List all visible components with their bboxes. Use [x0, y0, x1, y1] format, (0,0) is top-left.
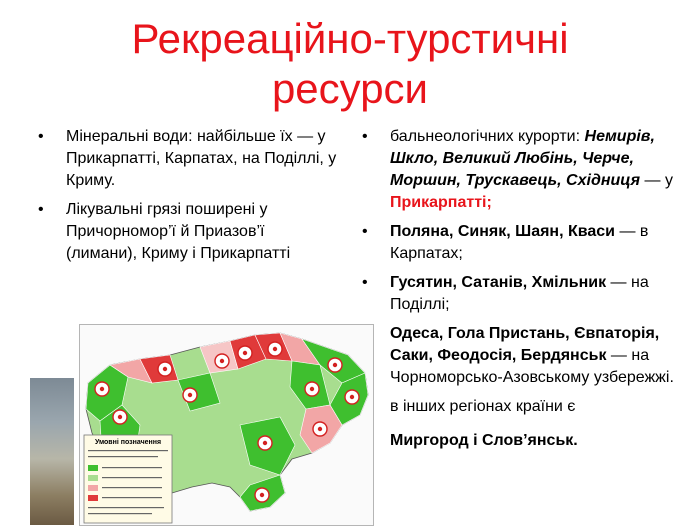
bullet: • — [38, 201, 44, 218]
balneo-mid: — у — [640, 172, 673, 189]
title-line-2: ресурси — [271, 65, 429, 112]
beach-photo — [30, 378, 74, 525]
resources-map — [79, 324, 374, 526]
coastal-resorts: Одеса, Гола Пристань, Євпаторія, Саки, Феодосія, Бердянськ — [390, 325, 660, 364]
mineral-waters-text: Мінеральні води: найбільше їх — у Прикарпатті, Карпатах, на Поділлі, у Криму. — [66, 128, 337, 189]
ukraine-map-icon — [80, 325, 373, 525]
list-item — [38, 199, 338, 265]
list-item-continued — [362, 323, 682, 389]
slide-title — [0, 14, 700, 114]
list-item — [362, 221, 682, 265]
carpathian-resorts: Поляна, Синяк, Шаян, Кваси — [390, 223, 616, 240]
carpathian-foothill-resorts: Немирів, Шкло, Великий Любінь, Черче, Моршин, Трускавець, Східниця — [390, 128, 655, 189]
other-regions-text: в інших регіонах країни є — [390, 398, 576, 415]
right-column — [362, 126, 682, 459]
list-item — [362, 126, 682, 214]
region-prykarpattia: Прикарпатті; — [390, 194, 492, 211]
bullet: • — [362, 274, 368, 291]
bullet: • — [38, 128, 44, 145]
list-item-continued — [362, 430, 682, 452]
map-legend-title: Умовні позначення — [94, 439, 162, 446]
myrhorod-sloviansk: Миргород і Слов’янськ. — [390, 432, 578, 449]
coastal-tail: — на Чорноморсько-Азовському узбережжі. — [390, 347, 674, 386]
healing-mud-text: Лікувальні грязі поширені у Причорномор’ї й Приазов’ї (лимани), Криму і Прикарпатті — [66, 201, 291, 262]
bullet: • — [362, 223, 368, 240]
title-line-1: Рекреаційно-турстичні — [131, 15, 569, 62]
bullet: • — [362, 128, 368, 145]
list-item-continued — [362, 396, 682, 418]
podillia-resorts: Гусятин, Сатанів, Хмільник — [390, 274, 607, 291]
list-item — [362, 272, 682, 316]
podillia-tail: — на Поділлі; — [390, 274, 649, 313]
carpathians-tail: — в Карпатах; — [390, 223, 649, 262]
list-item — [38, 126, 338, 192]
left-column — [38, 126, 338, 272]
balneo-intro: бальнеологічних курорти: — [390, 128, 585, 145]
